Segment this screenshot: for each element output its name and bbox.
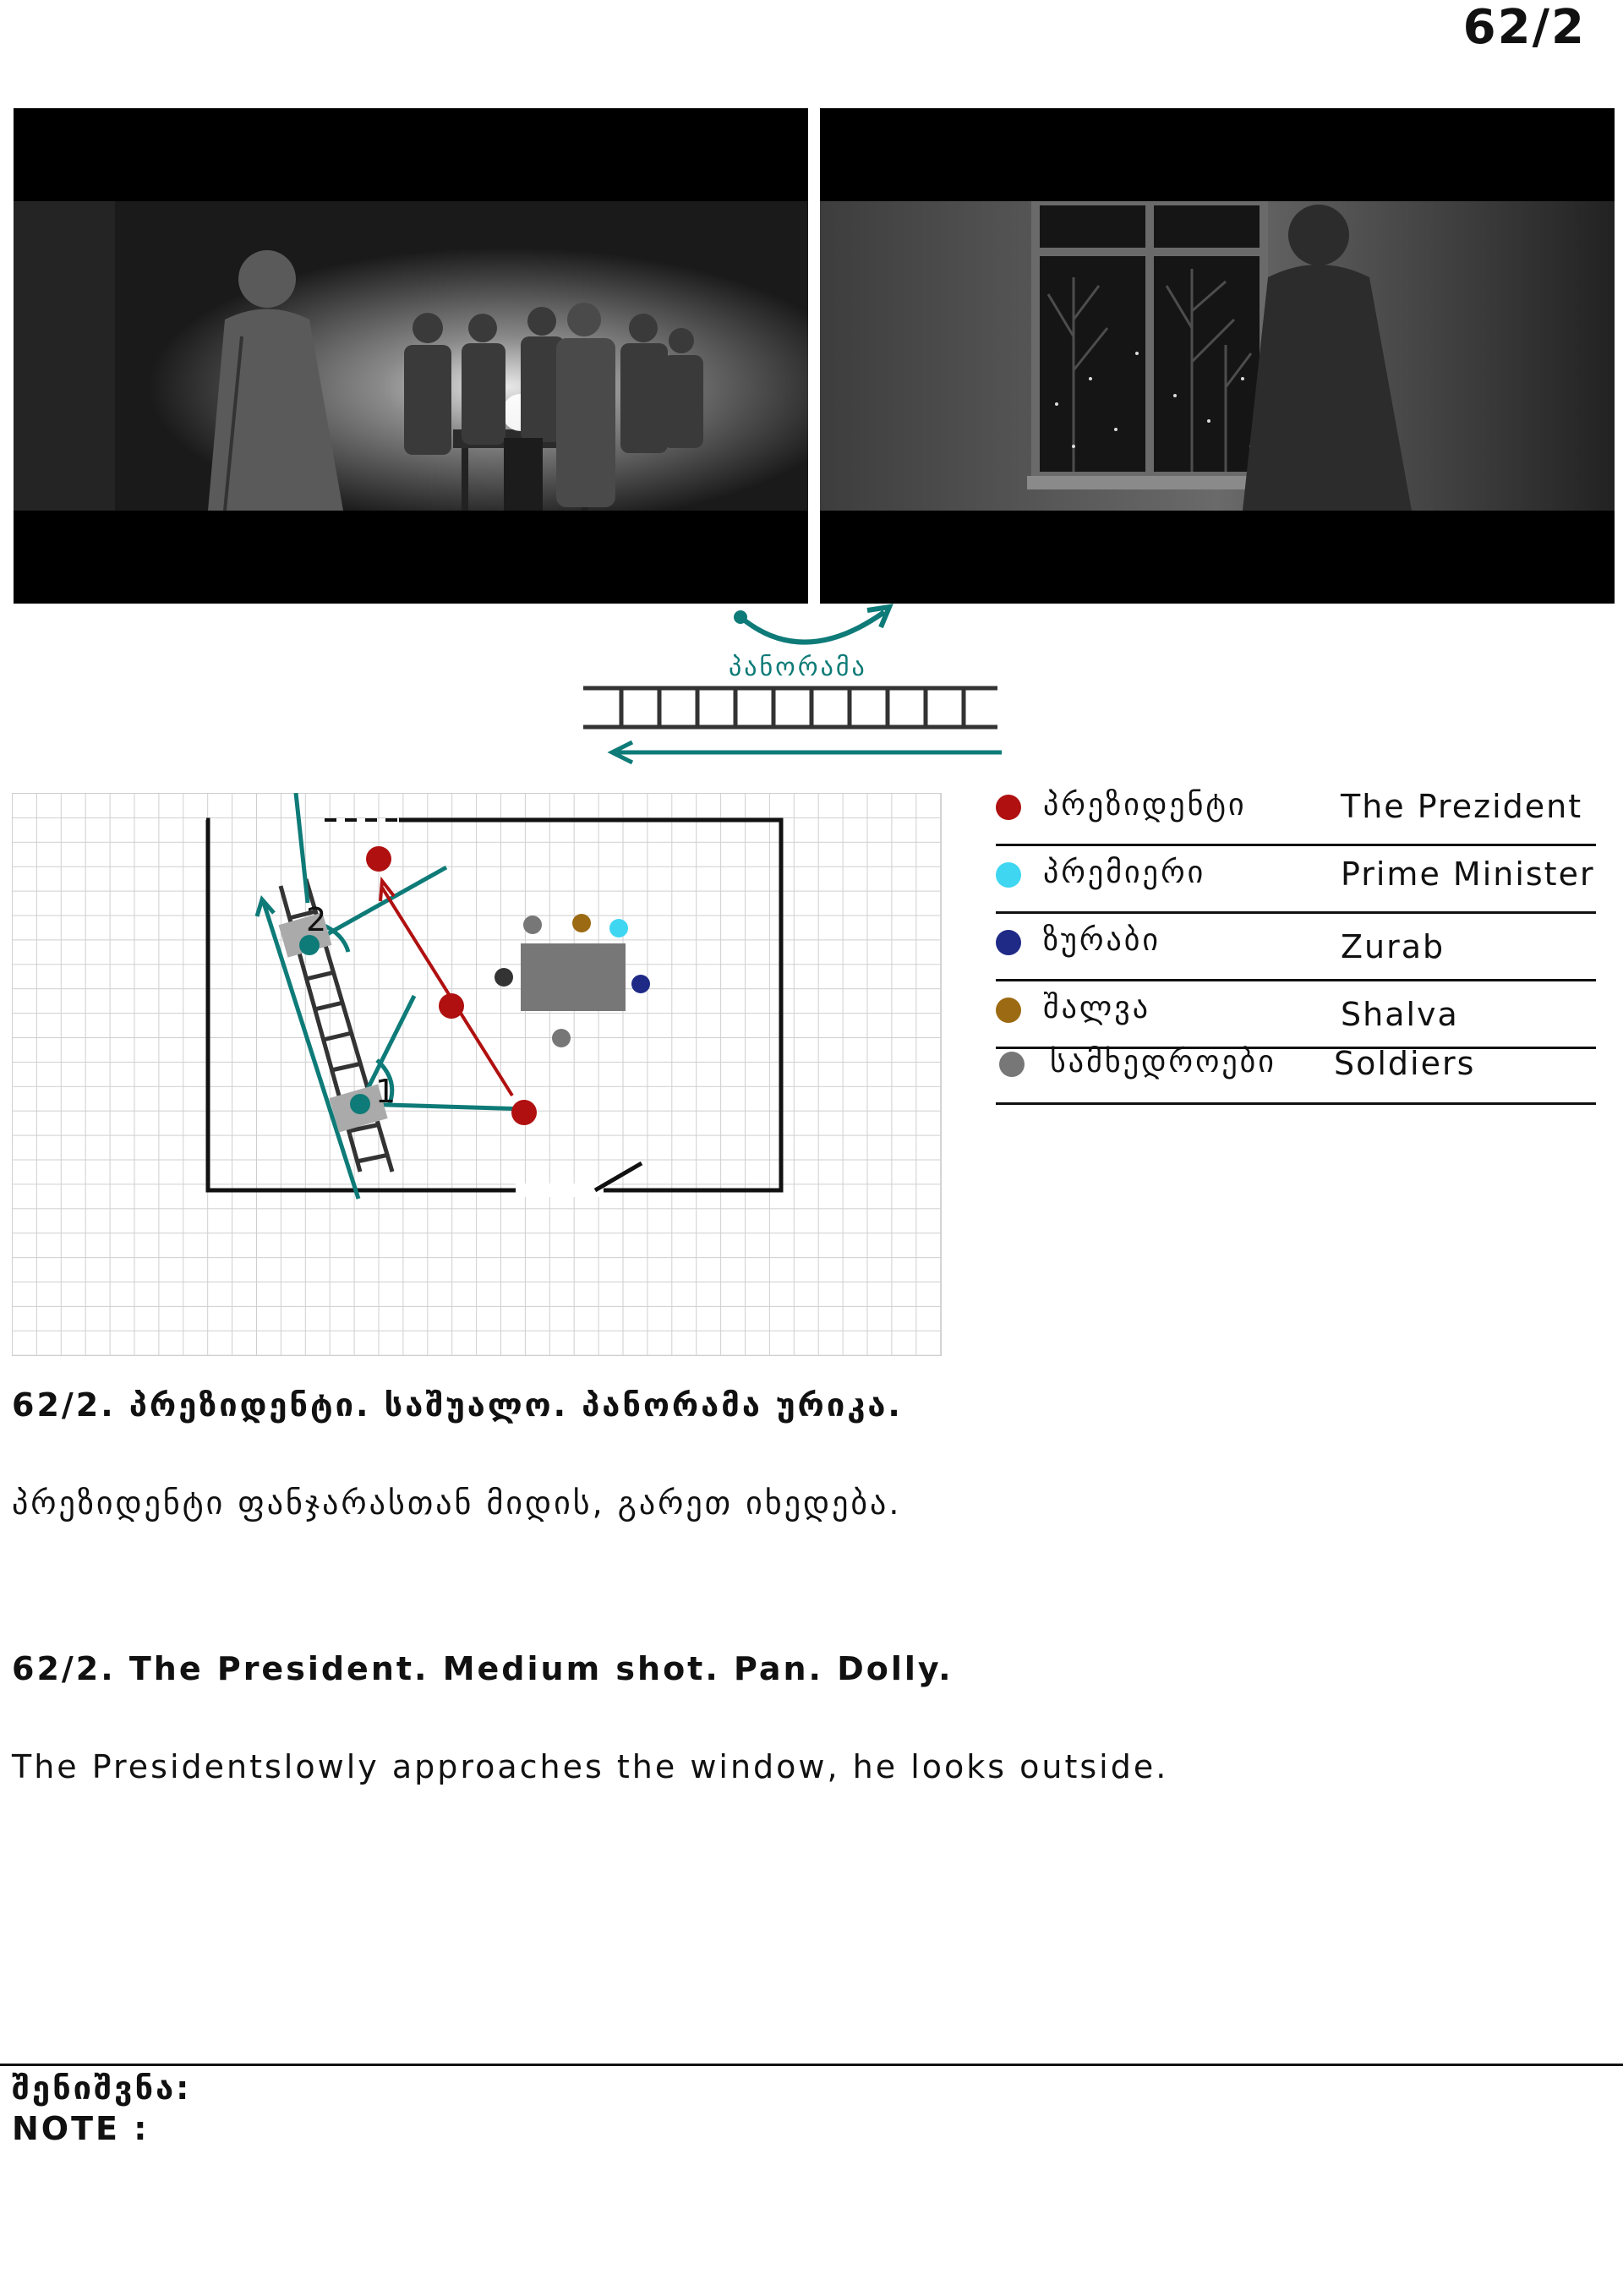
dolly-track-icon xyxy=(583,688,997,727)
shalva-marker xyxy=(572,914,591,932)
soldiers-dot xyxy=(999,1052,1025,1077)
legend-ka-label: შალვა xyxy=(1043,991,1150,1025)
soldier-marker xyxy=(495,968,513,987)
president-marker-mid xyxy=(439,993,464,1019)
storyboard-frame-1 xyxy=(14,108,808,604)
legend-ka-label: სამხედროები xyxy=(1050,1045,1276,1080)
legend-ka-label: ზურაბი xyxy=(1043,923,1161,958)
soldier-marker xyxy=(552,1029,571,1047)
legend-row-soldiers xyxy=(996,1035,1596,1105)
zurab-dot xyxy=(996,930,1021,955)
zurab-marker xyxy=(631,975,650,993)
legend-ka-label: პრემიერი xyxy=(1043,856,1206,890)
soldier-marker xyxy=(523,916,542,934)
en-shot-heading: 62/2. The President. Medium shot. Pan. Dolly. xyxy=(12,1650,954,1687)
legend-row-president xyxy=(996,778,1596,846)
pan-label: პანორამა xyxy=(729,653,867,682)
group-scene-illustration xyxy=(14,201,808,511)
legend-en-label: Shalva xyxy=(1341,996,1459,1033)
prime-minister-dot xyxy=(996,862,1021,888)
note-divider xyxy=(0,2064,1623,2066)
prime-minister-marker xyxy=(609,919,628,938)
legend-ka-label: პრეზიდენტი xyxy=(1043,788,1247,823)
storyboard-frame-2 xyxy=(820,108,1615,604)
en-shot-body: The Presidentslowly approaches the window, he looks outside. xyxy=(12,1748,1169,1785)
position-2-label: 2 xyxy=(306,901,327,938)
president-marker-end xyxy=(366,846,391,872)
legend-en-label: The Prezident xyxy=(1341,788,1583,825)
legend-row-zurab xyxy=(996,913,1596,981)
page-number: 62/2 xyxy=(1462,0,1586,55)
ka-shot-heading: 62/2. პრეზიდენტი. საშუალო. პანორამა ურიკა. xyxy=(12,1386,903,1424)
note-label-en: NOTE : xyxy=(12,2110,150,2147)
ka-shot-body: პრეზიდენტი ფანჯარასთან მიდის, გარეთ იხედება. xyxy=(12,1484,902,1522)
president-dot xyxy=(996,795,1021,820)
legend-en-label: Zurab xyxy=(1341,928,1445,965)
window-scene-illustration xyxy=(820,201,1615,511)
legend-en-label: Prime Minister xyxy=(1341,856,1595,893)
pan-arc xyxy=(740,612,884,642)
camera-move-diagram xyxy=(575,602,1014,771)
floor-plan xyxy=(12,793,942,1356)
legend-en-label: Soldiers xyxy=(1334,1045,1476,1082)
position-1-label: 1 xyxy=(375,1073,396,1110)
president-marker-start xyxy=(511,1100,537,1125)
note-label-ka: შენიშვნა: xyxy=(12,2069,192,2107)
legend-row-prime-minister xyxy=(996,845,1596,914)
table xyxy=(521,943,626,1011)
shalva-dot xyxy=(996,998,1021,1023)
